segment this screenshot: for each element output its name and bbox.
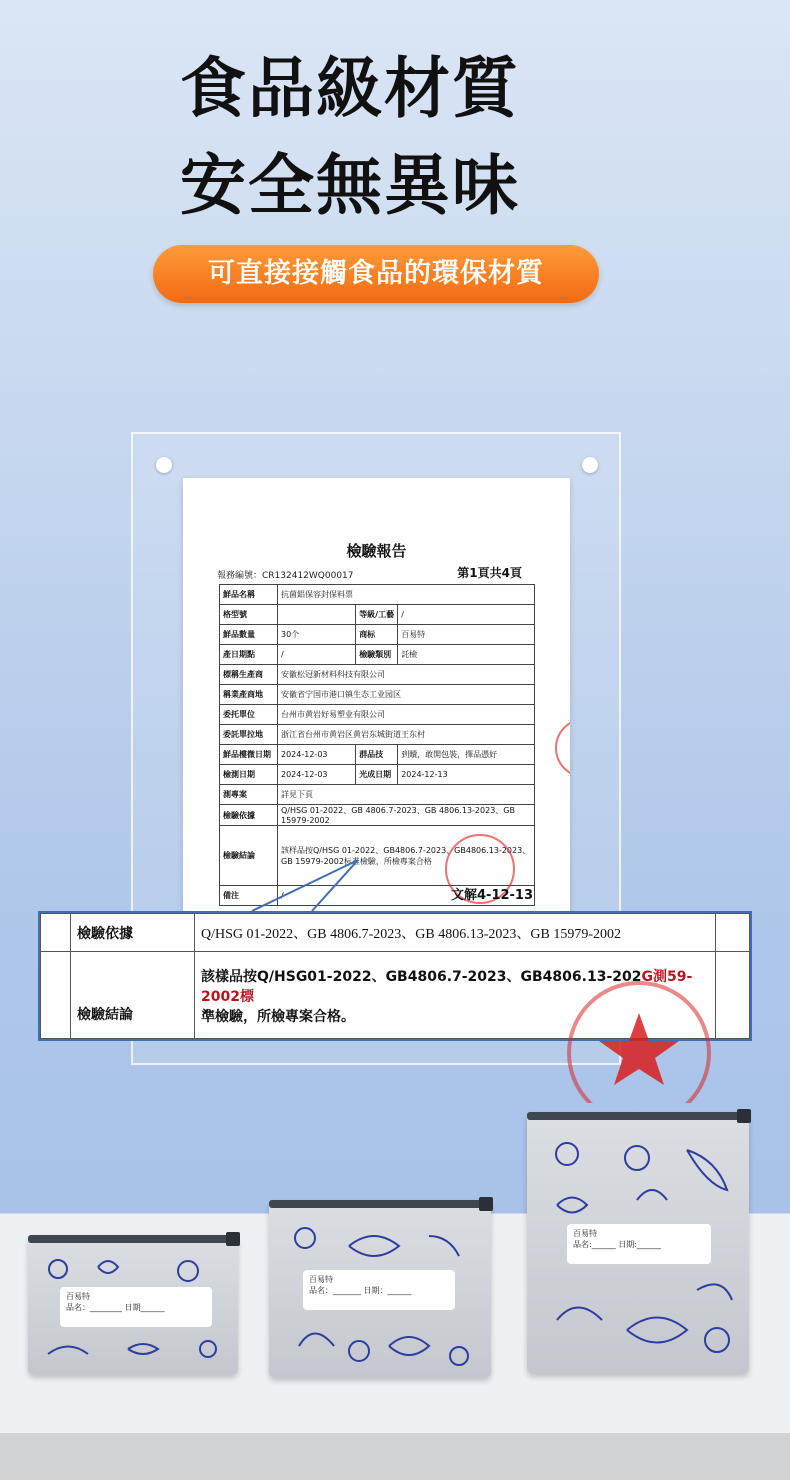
report-cell-value: / (278, 645, 356, 665)
report-page: 第1頁共4頁 (457, 566, 522, 580)
bag-label: 百易特 品名:______ 日期:______ (567, 1224, 711, 1264)
callout-blank-cell (716, 914, 750, 952)
zipper-strip (527, 1112, 749, 1120)
report-cell-value: 詳見下頁 (278, 785, 535, 805)
headline-line-2: 安全無異味 (180, 147, 520, 224)
bag-brand: 百易特 (309, 1275, 333, 1284)
bag-label: 百易特 品名：________ 日期______ (60, 1287, 212, 1327)
report-cell-label: 稱業產商地 (220, 685, 278, 705)
callout-basis-label: 檢驗依據 (71, 914, 195, 952)
bag-name-field: 品名： (309, 1286, 333, 1295)
zipper-strip (269, 1200, 491, 1208)
callout-blank-cell (716, 952, 750, 1039)
report-cell-label: 格型號 (220, 605, 278, 625)
report-cell-label: 委託單拉地 (220, 725, 278, 745)
food-doodle-icon (537, 1130, 742, 1370)
bag-label: 百易特 品名：_______ 日期：______ (303, 1270, 455, 1310)
report-cell-value: 到贖，敢開包裝，擇品憑好 (398, 745, 535, 765)
zip-bag-medium (269, 1200, 491, 1378)
bag-date-field: 日期: (618, 1240, 637, 1249)
report-cell-label: 測專案 (220, 785, 278, 805)
feature-pill: 可直接接觸食品的環保材質 (153, 245, 599, 303)
report-cell-value: 浙江省台州市黄岩区黄岩东城街道王东村 (278, 725, 535, 745)
zip-bag-large (527, 1112, 749, 1374)
report-cell-label: 等級/工藝 (356, 605, 398, 625)
conclusion-text-b: 準檢驗，所檢專案合格。 (201, 1009, 355, 1025)
bag-brand: 百易特 (66, 1292, 90, 1301)
zipper-strip (28, 1235, 238, 1243)
report-cell-value: 該样品按Q/HSG 01-2022、GB4806.7-2023、GB4806.13-2023、GB 15979-2002标准檢驗，所檢專案合格 (278, 826, 535, 886)
bag-name-field: 品名： (66, 1303, 90, 1312)
callout-basis-value: Q/HSG 01-2022、GB 4806.7-2023、GB 4806.13-2023、GB 15979-2002 (195, 914, 716, 952)
report-callout (38, 911, 752, 1041)
bag-brand: 百易特 (573, 1229, 597, 1238)
bag-date-field: 日期： (363, 1286, 388, 1295)
report-cell-label: 商标 (356, 625, 398, 645)
report-cell-label: 鮮品樓微日期 (220, 745, 278, 765)
zipper-tab (226, 1232, 240, 1246)
report-cell-label: 鮮品名稱 (220, 585, 278, 605)
callout-blank-cell (41, 914, 71, 952)
callout-conclusion-value (195, 952, 716, 1039)
callout-blank-cell (41, 952, 71, 1039)
report-signature: 文解4-12-13 (451, 888, 534, 903)
report-cell-label: 產日期點 (220, 645, 278, 665)
report-cell-value: 2024-12-03 (278, 745, 356, 765)
report-cell-label: 光成日期 (356, 765, 398, 785)
conclusion-text-red: G測59-2002標 (201, 969, 693, 1005)
food-doodle-icon (38, 1249, 228, 1369)
food-doodle-icon (279, 1216, 479, 1376)
bottom-strip (0, 1433, 790, 1480)
report-cell-label: 檢測日期 (220, 765, 278, 785)
report-cell-value: 30个 (278, 625, 356, 645)
report-cell-label: 標稱生產商 (220, 665, 278, 685)
report-cell-label: 檢驗依據 (220, 805, 278, 826)
report-title: 檢驗報告 (346, 542, 407, 560)
report-cell-value: / (278, 886, 535, 906)
report-cell-value: / (398, 605, 535, 625)
bag-date-field: 日期 (124, 1303, 141, 1312)
report-cell-label: 群品技 (356, 745, 398, 765)
report-cell-value: 台州市黄岩好易塑业有限公司 (278, 705, 535, 725)
conclusion-text-a: 該樣品按Q/HSG01-2022、GB4806.7-2023、GB4806.13-202 (201, 969, 642, 985)
callout-conclusion-label: 檢驗結論 (71, 952, 195, 1039)
report-cell-label: 檢驗結論 (220, 826, 278, 886)
report-cell-label: 委托單位 (220, 705, 278, 725)
zipper-tab (479, 1197, 493, 1211)
report-cell-value: 百易特 (398, 625, 535, 645)
report-cell-value: 託檢 (398, 645, 535, 665)
report-cell-label: 備注 (220, 886, 278, 906)
report-cell-label: 鮮品數量 (220, 625, 278, 645)
report-number: 報務編號：CR132412WQ00017 (217, 571, 354, 581)
report-cell-value: 安徽省宁国市港口镇生态工业园区 (278, 685, 535, 705)
zipper-tab (737, 1109, 751, 1123)
report-cell-value: 2024-12-03 (278, 765, 356, 785)
report-cell-value: Q/HSG 01-2022、GB 4806.7-2023、GB 4806.13-2023、GB 15979-2002 (278, 805, 535, 826)
report-cell-label: 檢驗類別 (356, 645, 398, 665)
zip-bag-small (28, 1235, 238, 1375)
report-cell-value: 抗菌鋁保容封保料票 (278, 585, 535, 605)
headline-line-1: 食品級材質 (180, 50, 520, 127)
report-cell-value: 2024-12-13 (398, 765, 535, 785)
report-cell-value: 安徽松冠新材料科技有限公司 (278, 665, 535, 685)
bag-name-field: 品名: (573, 1240, 592, 1249)
